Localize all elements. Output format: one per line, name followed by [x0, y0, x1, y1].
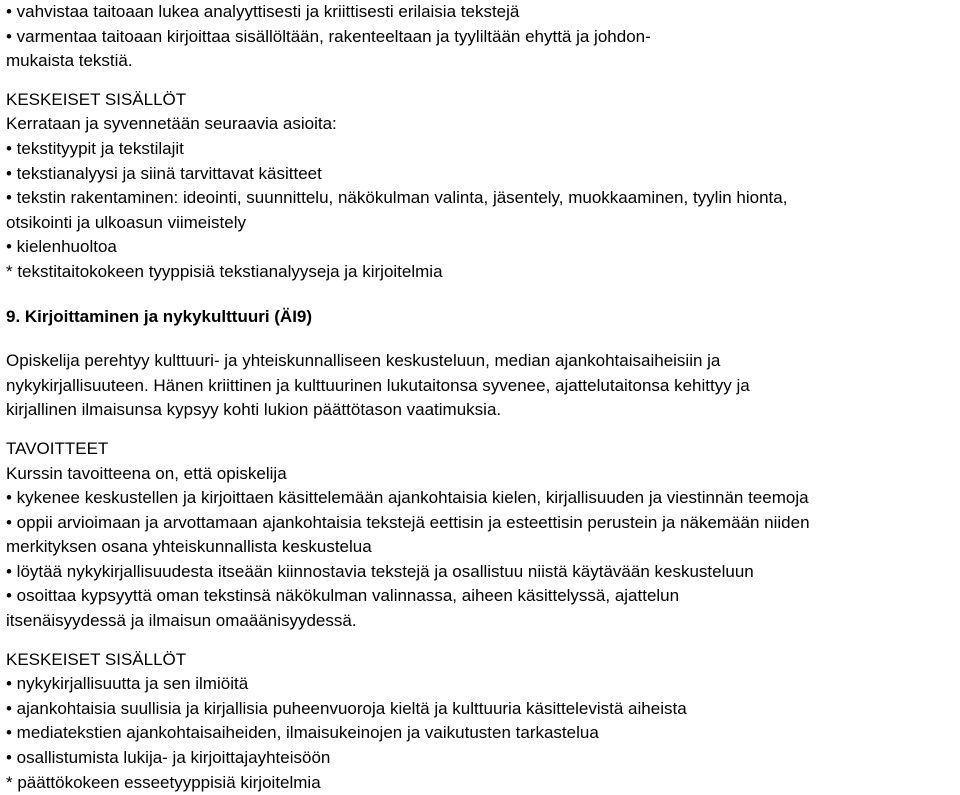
list-item-continuation: itsenäisyydessä ja ilmaisun omaäänisyydessä. [6, 611, 357, 631]
list-item: • vahvistaa taitoaan lukea analyyttisesti ja kriittisesti erilaisia tekstejä [6, 2, 520, 21]
section-intro: Kerrataan ja syvennetään seuraavia asioita: [6, 114, 337, 134]
goals-section [6, 437, 960, 634]
list-item-continuation: mukaista tekstiä. [6, 51, 133, 71]
course-description [6, 349, 960, 423]
list-item: • löytää nykykirjallisuudesta itseään kiinnostavia tekstejä ja osallistuu niistä käytävään keskusteluun [6, 561, 754, 581]
section-intro: Kurssin tavoitteena on, että opiskelija [6, 463, 287, 483]
list-item: • osallistumista lukija- ja kirjoittajayhteisöön [6, 748, 331, 768]
list-item: • mediatekstien ajankohtaisaiheiden, ilmaisukeinojen ja vaikutusten tarkastelua [6, 723, 599, 743]
section-heading: KESKEISET SISÄLLÖT [6, 89, 187, 109]
list-item: • varmentaa taitoaan kirjoittaa sisällöltään, rakenteeltaan ja tyyliltään ehyttä ja johdon- [6, 26, 651, 46]
list-item-continuation: merkityksen osana yhteiskunnallista keskustelua [6, 537, 372, 557]
list-item: • kykenee keskustellen ja kirjoittaen käsittelemään ajankohtaisia kielen, kirjallisuuden ja viestinnän teemoja [6, 488, 809, 508]
description-line: kirjallinen ilmaisunsa kypsyy kohti lukion päättötason vaatimuksia. [6, 400, 502, 420]
section8-content [6, 88, 960, 285]
list-item: * päättökokeen esseetyyppisiä kirjoitelmia [6, 772, 321, 792]
description-line: nykykirjallisuuteen. Hänen kriittinen ja kulttuurinen lukutaitonsa syvenee, ajattelutaitonsa kehittyy ja [6, 375, 750, 395]
list-item: • osoittaa kypsyyttä oman tekstinsä näkökulman valinnassa, aiheen käsittelyssä, ajattelun [6, 586, 680, 606]
list-item: • tekstin rakentaminen: ideointi, suunnittelu, näkökulman valinta, jäsentely, muokkaaminen, tyylin hionta, [6, 188, 788, 208]
list-item: • nykykirjallisuutta ja sen ilmiöitä [6, 674, 249, 694]
course-title: 9. Kirjoittaminen ja nykykulttuuri (ÄI9) [6, 306, 313, 326]
section-heading: TAVOITTEET [6, 438, 109, 458]
list-item: • kielenhuoltoa [6, 237, 117, 257]
description-line: Opiskelija perehtyy kulttuuri- ja yhteiskunnalliseen keskusteluun, median ajankohtaisaiheisiin ja [6, 351, 721, 371]
section-heading: KESKEISET SISÄLLÖT [6, 649, 187, 669]
list-item: • ajankohtaisia suullisia ja kirjallisia puheenvuoroja kieltä ja kulttuuria käsittelevistä aiheista [6, 698, 687, 718]
course9 [6, 305, 960, 795]
list-item: • tekstityypit ja tekstilajit [6, 138, 184, 158]
top-goal-list [6, 0, 960, 74]
list-item: • oppii arvioimaan ja arvottamaan ajankohtaisia tekstejä eettisin ja esteettisin perustein ja näkemään niiden [6, 512, 810, 532]
list-item: * tekstitaitokokeen tyyppisiä tekstianalyyseja ja kirjoitelmia [6, 261, 443, 281]
list-item: • tekstianalyysi ja siinä tarvittavat käsitteet [6, 163, 322, 183]
contents-section [6, 648, 960, 795]
list-item-continuation: otsikointi ja ulkoasun viimeistely [6, 212, 246, 232]
